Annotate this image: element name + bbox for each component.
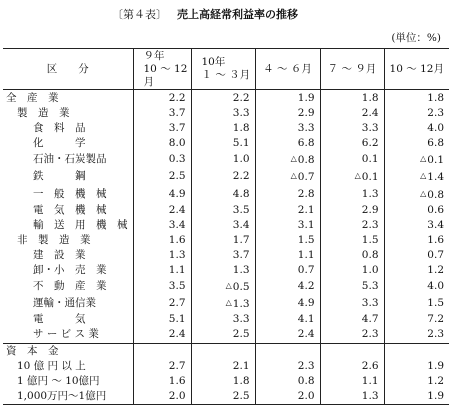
industry-rows xyxy=(3,90,449,344)
table-row xyxy=(3,248,449,263)
value-cell: 4.9 xyxy=(133,186,191,203)
value-cell xyxy=(191,343,255,359)
table-row xyxy=(3,343,449,359)
value-cell: 2.2 xyxy=(191,90,255,107)
negative-marker: △ xyxy=(420,154,427,164)
value-cell: 0.3 xyxy=(133,151,191,168)
value-cell: 0.1 xyxy=(320,151,384,168)
value-cell: 6.8 xyxy=(255,136,320,151)
header-category: 区 分 xyxy=(3,49,133,90)
table-row xyxy=(3,278,449,295)
value-cell: 1.3 xyxy=(320,389,384,405)
value-cell: 1.8 xyxy=(384,90,449,107)
value-cell: 1.8 xyxy=(191,121,255,136)
value-cell: 1.7 xyxy=(191,233,255,248)
value-cell: △0.7 xyxy=(255,168,320,185)
value-cell: 4.8 xyxy=(191,186,255,203)
value-cell: 1.1 xyxy=(255,248,320,263)
value-cell: 2.1 xyxy=(191,359,255,374)
value-cell: 3.7 xyxy=(133,106,191,121)
table-title xyxy=(112,6,298,22)
header-row xyxy=(3,49,449,90)
value-cell: 2.2 xyxy=(133,90,191,107)
value-cell: 4.0 xyxy=(384,278,449,295)
value-cell: 3.3 xyxy=(320,295,384,312)
value-cell: 3.4 xyxy=(133,218,191,233)
value-cell: 2.3 xyxy=(384,106,449,121)
value-cell: 5.3 xyxy=(320,278,384,295)
value-cell: 2.0 xyxy=(255,389,320,405)
value-cell: 2.1 xyxy=(255,203,320,218)
negative-marker: △ xyxy=(420,171,427,181)
value-cell: 2.3 xyxy=(384,327,449,343)
row-label: 非 製 造 業 xyxy=(17,233,91,246)
value-cell: 1.6 xyxy=(384,233,449,248)
row-label: 1 億円 ～ 10億円 xyxy=(17,374,100,387)
table-row xyxy=(3,374,449,389)
table-row xyxy=(3,121,449,136)
value-cell: △0.8 xyxy=(255,151,320,168)
negative-marker: △ xyxy=(225,298,232,308)
value-cell: 0.7 xyxy=(255,263,320,278)
value-cell xyxy=(133,343,191,359)
value-cell: 1.8 xyxy=(191,374,255,389)
row-label: 鉄 鋼 xyxy=(33,170,86,183)
value-cell: 2.4 xyxy=(133,327,191,343)
table-row xyxy=(3,106,449,121)
value-cell xyxy=(320,343,384,359)
value-cell: 1.6 xyxy=(133,233,191,248)
value-cell xyxy=(255,343,320,359)
value-cell: 3.5 xyxy=(191,203,255,218)
value-cell: 1.0 xyxy=(320,263,384,278)
value-cell: 1.9 xyxy=(255,90,320,107)
value-cell: 6.8 xyxy=(384,136,449,151)
row-label: 一 般 機 械 xyxy=(33,187,107,200)
value-cell: 1.9 xyxy=(384,359,449,374)
value-cell: △0.1 xyxy=(320,168,384,185)
value-cell: 3.3 xyxy=(191,106,255,121)
value-cell: 2.4 xyxy=(320,106,384,121)
capital-rows xyxy=(3,343,449,404)
header-period-3: ４ ～ ６月 xyxy=(255,49,320,90)
value-cell: 6.2 xyxy=(320,136,384,151)
row-label: 建 設 業 xyxy=(33,248,86,261)
value-cell: 2.9 xyxy=(320,203,384,218)
table-row xyxy=(3,327,449,343)
value-cell: 0.8 xyxy=(320,248,384,263)
header-period-4: ７ ～ ９月 xyxy=(320,49,384,90)
value-cell: 0.6 xyxy=(384,203,449,218)
value-cell: △0.1 xyxy=(384,151,449,168)
table-row xyxy=(3,90,449,107)
value-cell: 2.3 xyxy=(320,218,384,233)
value-cell: 2.4 xyxy=(133,203,191,218)
negative-marker: △ xyxy=(420,188,427,198)
table-row xyxy=(3,312,449,327)
value-cell: 2.2 xyxy=(191,168,255,185)
value-cell: 0.8 xyxy=(255,374,320,389)
negative-marker: △ xyxy=(290,171,297,181)
row-label: 食 料 品 xyxy=(33,122,86,135)
value-cell: 2.3 xyxy=(320,327,384,343)
value-cell: 3.4 xyxy=(384,218,449,233)
value-cell: 3.1 xyxy=(255,218,320,233)
value-cell: 1.5 xyxy=(384,295,449,312)
value-cell: 1.8 xyxy=(320,90,384,107)
value-cell: 2.5 xyxy=(133,168,191,185)
row-label: 電 気 機 械 xyxy=(33,203,107,216)
row-label: 輸 送 用 機 械 xyxy=(33,218,128,231)
header-period-5: 10 ～ 12月 xyxy=(384,49,449,90)
table-name: 売上高経常利益率の推移 xyxy=(177,8,298,21)
value-cell: 1.2 xyxy=(384,263,449,278)
value-cell: △0.5 xyxy=(191,278,255,295)
value-cell: 2.5 xyxy=(191,389,255,405)
value-cell: 4.7 xyxy=(320,312,384,327)
value-cell: 1.3 xyxy=(191,263,255,278)
value-cell: 2.8 xyxy=(255,186,320,203)
row-label: 卸・小 売 業 xyxy=(33,264,107,277)
row-label: 資 本 金 xyxy=(3,343,133,359)
value-cell: 2.3 xyxy=(255,359,320,374)
unit-note: (単位：%) xyxy=(391,32,441,44)
value-cell: 3.3 xyxy=(191,312,255,327)
row-label: 不 動 産 業 xyxy=(33,280,107,293)
value-cell: 7.2 xyxy=(384,312,449,327)
table-row xyxy=(3,295,449,312)
value-cell: 2.4 xyxy=(255,327,320,343)
value-cell: 3.3 xyxy=(320,121,384,136)
value-cell: 4.9 xyxy=(255,295,320,312)
value-cell: 4.1 xyxy=(255,312,320,327)
value-cell: 1.3 xyxy=(133,248,191,263)
value-cell: △0.8 xyxy=(384,186,449,203)
value-cell: 0.7 xyxy=(384,248,449,263)
table-row xyxy=(3,233,449,248)
table-row xyxy=(3,359,449,374)
table-row xyxy=(3,186,449,203)
profit-ratio-table xyxy=(3,48,449,405)
table-row xyxy=(3,389,449,405)
table-number: 〔第４表〕 xyxy=(112,8,167,21)
table-row xyxy=(3,151,449,168)
value-cell: 3.5 xyxy=(133,278,191,295)
value-cell: 3.4 xyxy=(191,218,255,233)
value-cell xyxy=(384,343,449,359)
value-cell: △1.4 xyxy=(384,168,449,185)
value-cell: 1.1 xyxy=(133,263,191,278)
value-cell: 3.3 xyxy=(255,121,320,136)
value-cell: 1.1 xyxy=(320,374,384,389)
table-row xyxy=(3,136,449,151)
value-cell: 3.7 xyxy=(191,248,255,263)
row-label: 石油・石炭製品 xyxy=(33,153,107,166)
value-cell: 1.0 xyxy=(191,151,255,168)
row-label: 電 気 xyxy=(33,313,86,326)
header-period-2: 10年 １ ～ ３月 xyxy=(191,49,255,90)
row-label: 1,000万円～1億円 xyxy=(17,389,107,402)
table-row xyxy=(3,218,449,233)
table-row xyxy=(3,263,449,278)
value-cell: 1.5 xyxy=(255,233,320,248)
table-row xyxy=(3,168,449,185)
row-label: 運輸・通信業 xyxy=(33,297,96,310)
value-cell: 1.9 xyxy=(384,389,449,405)
row-label: 製 造 業 xyxy=(17,107,70,120)
value-cell: 2.7 xyxy=(133,359,191,374)
negative-marker: △ xyxy=(290,154,297,164)
value-cell: 4.2 xyxy=(255,278,320,295)
table-row xyxy=(3,203,449,218)
value-cell: 2.6 xyxy=(320,359,384,374)
row-label: 化 学 xyxy=(33,137,86,150)
value-cell: 1.5 xyxy=(320,233,384,248)
value-cell: 3.7 xyxy=(133,121,191,136)
value-cell: 8.0 xyxy=(133,136,191,151)
value-cell: 2.0 xyxy=(133,389,191,405)
value-cell: 5.1 xyxy=(191,136,255,151)
value-cell: 1.6 xyxy=(133,374,191,389)
value-cell: △1.3 xyxy=(191,295,255,312)
value-cell: 1.2 xyxy=(384,374,449,389)
value-cell: 4.0 xyxy=(384,121,449,136)
row-label: サ ー ビ ス 業 xyxy=(33,328,99,341)
row-label: 10 億 円 以 上 xyxy=(17,359,86,372)
header-period-1: ９年 10 ～ 12月 xyxy=(133,49,191,90)
value-cell: 2.7 xyxy=(133,295,191,312)
value-cell: 2.5 xyxy=(191,327,255,343)
row-label: 全 産 業 xyxy=(6,92,59,104)
value-cell: 2.9 xyxy=(255,106,320,121)
negative-marker: △ xyxy=(225,281,232,291)
value-cell: 1.3 xyxy=(320,186,384,203)
value-cell: 5.1 xyxy=(133,312,191,327)
negative-marker: △ xyxy=(354,171,361,181)
